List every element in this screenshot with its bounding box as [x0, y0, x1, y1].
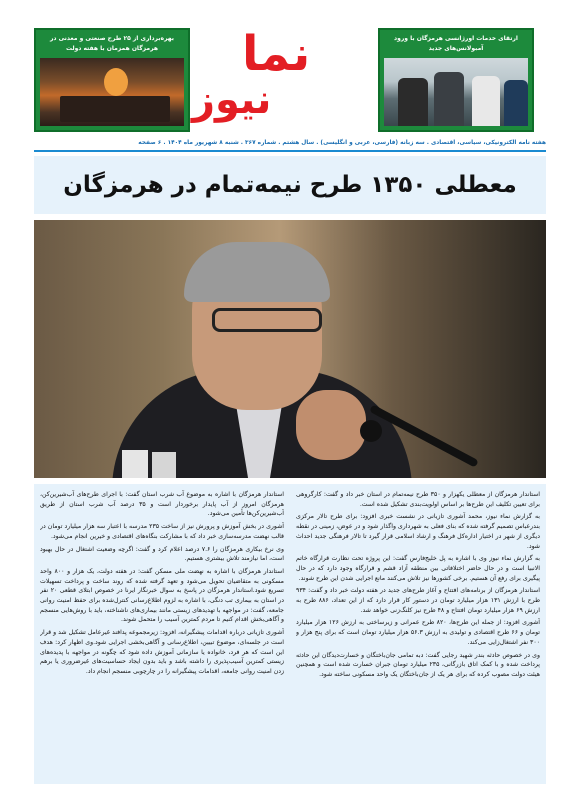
- issue-info-bar: [34, 137, 546, 152]
- photo-hand: [296, 390, 366, 460]
- article-paragraph: استاندار هرمزگان با اشاره به نهضت ملی مسکن گفت: در هفته دولت، یک هزار و ۸۰۰ واحد مسکونی به متقاضیان تحویل می‌شود و تعهد گرفته شده که روند ساخت و پرداخت تسهیلات تسریع شود.استاندار هرمزگان در پاسخ به سوال خبرنگار ایرنا در خصوص ابتلای قطعی ۲۰ نفر در استان به بیماری تب دنگی، با اشاره به لزوم اطلاع‌رسانی کنترل‌شده برای حفظ امنیت روانی جامعه، گفت: در مواجهه با تهدیدهای زیستی مانند بیماری‌های ناشناخته، باید با روش‌هایی منسجم و آگاهی‌بخش اقدام کنیم تا مردم کمترین آسیب را متحمل شوند.: [40, 567, 284, 624]
- photo-glasses: [212, 308, 322, 332]
- issue-info-text: هفته نامه الکترونیکی، سیاسی، اقتصادی . سه زبانه (فارسی، عربی و انگلیسی) . سال هشتم . شماره ۳۶۷ . شنبه ۸ شهریور ماه ۱۴۰۴ . ۶ صفحه: [138, 140, 546, 146]
- teaser-industrial-projects-text: بهره‌برداری از ۲۵ طرح صنعتی و معدنی در هرمزگان همزمان با هفته دولت: [49, 35, 175, 52]
- photo-cup: [122, 450, 148, 478]
- article-paragraph: استاندار هرمزگان از معطلی یکهزار و ۳۵۰ طرح نیمه‌تمام در استان خبر داد و گفت: کارگروهی برای تعیین تکلیف این طرح‌ها بر اساس اولویت‌بندی تشکیل شده است.: [296, 491, 540, 508]
- teaser-ambulance-services-text: ارتقای خدمات اورژانسی هرمزگان با ورود آمبولانس‌های جدید: [394, 35, 518, 52]
- article-body: [34, 484, 546, 784]
- article-paragraph: به گزارش نماء نیوز وی با اشاره به پل خلیج‌فارس گفت: این پروژه تحت نظارت قرارگاه خاتم الانبیا است و در حال حاضر اختلافاتی بین منطقه آزاد قشم و قرارگاه وجود دارد که در حال پیگیری برای رفع آن هستیم. برخی کشورها نیز تلاش می‌کنند مانع اجرایی شدن این طرح شوند.: [296, 555, 540, 582]
- logo-word: نیوز: [192, 77, 272, 123]
- article-paragraph: وی در خصوص حادثه بندر شهید رجایی گفت: دبه تمامی جان‌باختگان و خسارت‌دیدگان این حادثه پرداخت شده و با کمک اتاق بازرگانی، ۲۳۵ میلیارد تومان جبران خسارت شده است و همچنین هیئت دولت مصوب کرده که برای هر یک از جان‌باختگان یک واحد مسکونی ساخته شود.: [296, 651, 540, 678]
- main-headline[interactable]: معطلی ۱۳۵۰ طرح نیمه‌تمام در هرمزگان: [63, 172, 517, 198]
- article-paragraph: استاندار هرمزگان با اشاره به موضوع آب شرب استان گفت: با اجرای طرح‌های آب‌شیرین‌کن، هرمزگان امروز از آب پایدار برخوردار است و ۳۵ درصد آب شرب استان از طریق آب‌شیرین‌کن‌ها تأمین می‌شود.: [40, 491, 284, 518]
- article-paragraph: به گزارش نماء نیوز، محمد آشوری تازیانی در نشست خبری افزود: برای طرح تالار مرکزی بندرعباس تصمیم گرفته شده که بنای فعلی به شهرداری واگذار شود و در عوض، زمینی در نقطه دیگری از شهر در اختیار اداره‌کل فرهنگ و ارشاد اسلامی قرار گیرد تا تالار فرهنگی جدید احداث شود.: [296, 513, 540, 550]
- microphone-icon: [360, 420, 382, 442]
- logo-mark: نما: [242, 26, 311, 82]
- person-figure: [472, 76, 500, 126]
- person-figure: [504, 80, 528, 126]
- factory-machinery: [60, 96, 170, 122]
- teaser-ambulance-services[interactable]: [378, 28, 534, 132]
- article-paragraph: آشوری تازیانی درباره اقدامات پیشگیرانه، افزود: زیرمجموعه پدافند غیرعامل تشکیل شد و قرار است در جلسه‌ای، موضوع تبیین، اطلاع‌رسانی و آگاهی‌بخشی اجرایی شود.وی اظهار کرد: هدف این است که هر فرد، خانواده یا سازمانی آموزش داده شود که چگونه در مواجهه با پدیده‌های زیستی کمترین آسیب‌پذیری را داشته باشد و باید بدون ایجاد حساسیت‌های غیرضروری یا برهم زدن امنیت روانی جامعه، اقدامات پیشگیرانه را در چارچوبی منسجم انجام داد.: [40, 629, 284, 675]
- teaser-ambulance-services-photo: [384, 58, 528, 126]
- headline-panel: [34, 156, 546, 214]
- masthead-logo[interactable]: [190, 20, 380, 130]
- photo-cup: [152, 452, 176, 478]
- article-column-left: [40, 490, 284, 782]
- article-paragraph: آشوری در بخش آموزش و پرورش نیز از ساخت ۲۳۵ مدرسه با اعتبار سه هزار میلیارد تومان در قالب نهضت مدرسه‌سازی خبر داد که با مشارکت بنگاه‌های اقتصادی و خیرین انجام می‌شود.: [40, 523, 284, 540]
- factory-light: [104, 68, 128, 96]
- article-paragraph: وی نرخ بیکاری هرمزگان را ۷.۶ درصد اعلام کرد و گفت: اگرچه وضعیت اشتغال در حال بهبود است، اما نیازمند تلاش بیشتری هستیم.: [40, 545, 284, 563]
- person-figure: [434, 72, 464, 126]
- teaser-industrial-projects[interactable]: [34, 28, 190, 132]
- article-column-right: [296, 490, 540, 782]
- article-paragraph: استاندار هرمزگان از برنامه‌های افتتاح و آغاز طرح‌های جدید در هفته دولت خبر داد و گفت: ۹۳۴ طرح با ارزش ۱۳۱ هزار میلیارد تومان در دستور کار قرار دارد که از این تعداد، ۸۸۶ طرح به ارزش ۶۹ هزار میلیارد تومان افتتاح و ۴۸ طرح نیز کلنگ‌زنی خواهد شد.: [296, 587, 540, 614]
- person-figure: [398, 78, 428, 126]
- article-paragraph: آشوری افزود: از جمله این طرح‌ها، ۸۲۰ طرح عمرانی و زیرساختی به ارزش ۱۲۶ هزار میلیارد تومان و ۶۶ طرح اقتصادی و تولیدی به ارزش ۵۶.۳ هزار میلیارد تومان است که برای پنج هزار و ۳۰۰ نفر اشتغال‌زایی می‌کند.: [296, 619, 540, 646]
- photo-hair: [184, 242, 330, 302]
- teaser-industrial-projects-photo: [40, 58, 184, 126]
- main-article-photo[interactable]: [34, 220, 546, 478]
